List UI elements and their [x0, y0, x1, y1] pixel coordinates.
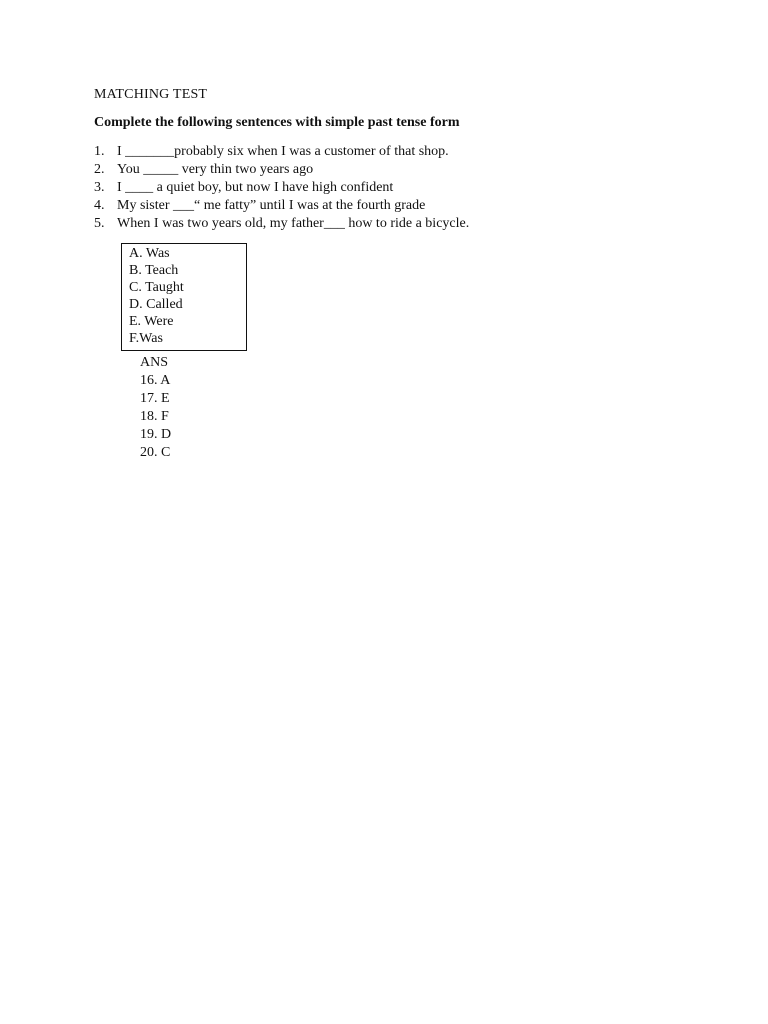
option-item: D. Called [129, 297, 183, 312]
question-text: I _______probably six when I was a customer of that shop. [117, 144, 449, 159]
question-list [94, 143, 469, 233]
question-number: 1. [94, 144, 105, 159]
question-text: My sister ___“ me fatty” until I was at the fourth grade [117, 198, 426, 213]
question-number: 4. [94, 198, 105, 213]
options-box [121, 243, 247, 351]
question-item [94, 197, 469, 215]
question-number: 2. [94, 162, 105, 177]
answers-heading: ANS [140, 355, 169, 370]
question-text: I ____ a quiet boy, but now I have high confident [117, 180, 394, 195]
question-item [94, 179, 469, 197]
instruction-text: Complete the following sentences with simple past tense form [94, 115, 460, 130]
answer-item: 19. D [140, 427, 172, 442]
question-text: When I was two years old, my father___ how to ride a bicycle. [117, 216, 470, 231]
document-title: MATCHING TEST [94, 87, 208, 102]
question-item [94, 143, 469, 161]
answer-key [140, 354, 171, 462]
option-item: A. Was [129, 246, 170, 261]
answer-item: 16. A [140, 373, 171, 388]
option-item: B. Teach [129, 263, 179, 278]
answer-item: 17. E [140, 391, 170, 406]
answer-item: 18. F [140, 409, 169, 424]
option-item: C. Taught [129, 280, 184, 295]
question-item [94, 215, 469, 233]
answer-item: 20. C [140, 445, 171, 460]
option-item: E. Were [129, 314, 174, 329]
question-item [94, 161, 469, 179]
question-number: 3. [94, 180, 105, 195]
option-item: F.Was [129, 331, 163, 346]
question-text: You _____ very thin two years ago [117, 162, 314, 177]
question-number: 5. [94, 216, 105, 231]
